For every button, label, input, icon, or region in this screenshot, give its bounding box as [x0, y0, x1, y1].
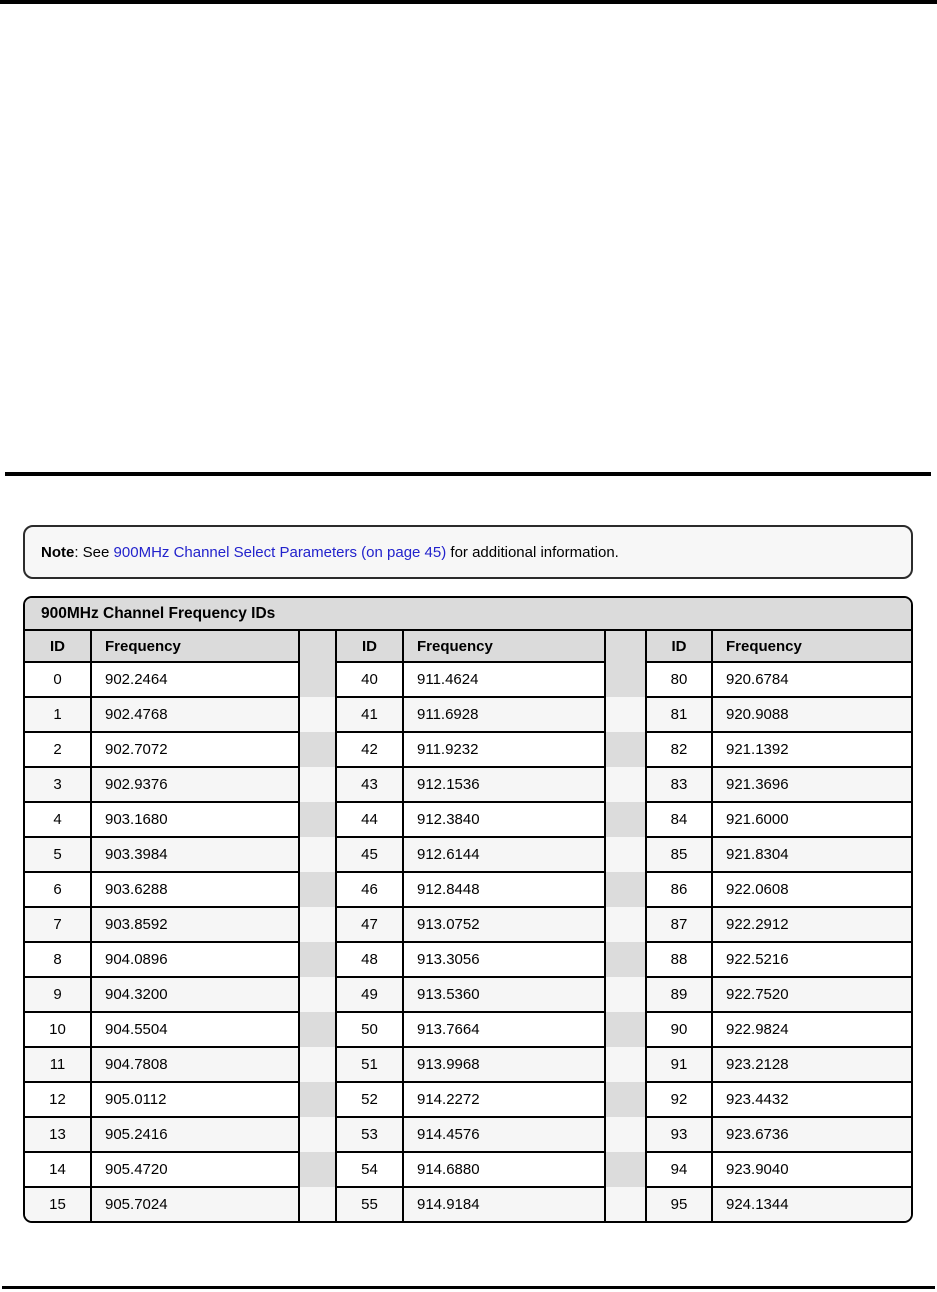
spacer-cell	[299, 767, 336, 802]
spacer-cell	[299, 1012, 336, 1047]
header-frequency-col2: Frequency	[403, 631, 605, 662]
id-cell: 4	[25, 802, 91, 837]
spacer-cell	[605, 767, 646, 802]
id-cell: 91	[646, 1047, 712, 1082]
id-cell: 46	[336, 872, 403, 907]
spacer-cell	[299, 942, 336, 977]
id-cell: 13	[25, 1117, 91, 1152]
spacer-cell	[605, 942, 646, 977]
frequency-cell: 922.2912	[712, 907, 913, 942]
id-cell: 12	[25, 1082, 91, 1117]
frequency-cell: 905.7024	[91, 1187, 299, 1221]
frequency-cell: 921.8304	[712, 837, 913, 872]
frequency-cell: 904.7808	[91, 1047, 299, 1082]
frequency-table	[23, 596, 913, 1223]
frequency-cell: 913.5360	[403, 977, 605, 1012]
spacer-cell	[299, 1047, 336, 1082]
table-row	[25, 767, 913, 802]
note-box	[23, 525, 913, 579]
table-row	[25, 1012, 913, 1047]
frequency-cell: 914.4576	[403, 1117, 605, 1152]
table-row	[25, 837, 913, 872]
note-text-before-link: : See	[74, 543, 114, 561]
frequency-cell: 921.3696	[712, 767, 913, 802]
frequency-cell: 922.9824	[712, 1012, 913, 1047]
spacer-cell	[605, 1152, 646, 1187]
table-row	[25, 1152, 913, 1187]
frequency-cell: 904.0896	[91, 942, 299, 977]
table-row	[25, 872, 913, 907]
frequency-cell: 923.2128	[712, 1047, 913, 1082]
table-row	[25, 1117, 913, 1152]
spacer-cell	[299, 1082, 336, 1117]
spacer-cell	[299, 732, 336, 767]
frequency-cell: 913.9968	[403, 1047, 605, 1082]
page-bottom-edge	[2, 1286, 935, 1289]
spacer-cell	[605, 662, 646, 697]
spacer-cell	[299, 662, 336, 697]
spacer-cell	[299, 697, 336, 732]
id-cell: 49	[336, 977, 403, 1012]
frequency-cell: 914.9184	[403, 1187, 605, 1221]
frequency-cell: 903.8592	[91, 907, 299, 942]
spacer-cell	[605, 1187, 646, 1221]
id-cell: 42	[336, 732, 403, 767]
spacer-header-1	[299, 631, 336, 662]
frequency-cell: 902.7072	[91, 732, 299, 767]
id-cell: 80	[646, 662, 712, 697]
id-cell: 50	[336, 1012, 403, 1047]
id-cell: 54	[336, 1152, 403, 1187]
spacer-cell	[299, 802, 336, 837]
id-cell: 86	[646, 872, 712, 907]
frequency-cell: 905.4720	[91, 1152, 299, 1187]
id-cell: 10	[25, 1012, 91, 1047]
frequency-cell: 905.2416	[91, 1117, 299, 1152]
spacer-cell	[605, 732, 646, 767]
frequency-cell: 914.6880	[403, 1152, 605, 1187]
section-divider-rule	[5, 472, 931, 476]
spacer-cell	[299, 837, 336, 872]
id-cell: 87	[646, 907, 712, 942]
header-id-col1: ID	[25, 631, 91, 662]
frequency-cell: 911.6928	[403, 697, 605, 732]
id-cell: 95	[646, 1187, 712, 1221]
table-row	[25, 802, 913, 837]
frequency-cell: 902.9376	[91, 767, 299, 802]
id-cell: 1	[25, 697, 91, 732]
id-cell: 9	[25, 977, 91, 1012]
frequency-cell: 920.9088	[712, 697, 913, 732]
frequency-cell: 923.4432	[712, 1082, 913, 1117]
frequency-cell: 913.7664	[403, 1012, 605, 1047]
id-cell: 8	[25, 942, 91, 977]
frequency-cell: 912.6144	[403, 837, 605, 872]
id-cell: 3	[25, 767, 91, 802]
table-row	[25, 662, 913, 697]
spacer-cell	[299, 1152, 336, 1187]
spacer-cell	[299, 872, 336, 907]
table-row	[25, 732, 913, 767]
id-cell: 2	[25, 732, 91, 767]
table-row	[25, 1047, 913, 1082]
id-cell: 11	[25, 1047, 91, 1082]
id-cell: 7	[25, 907, 91, 942]
frequency-cell: 903.3984	[91, 837, 299, 872]
page-top-edge	[0, 0, 937, 4]
spacer-cell	[605, 1082, 646, 1117]
header-frequency-col1: Frequency	[91, 631, 299, 662]
id-cell: 43	[336, 767, 403, 802]
id-cell: 94	[646, 1152, 712, 1187]
note-label: Note	[41, 543, 75, 561]
spacer-cell	[605, 837, 646, 872]
id-cell: 45	[336, 837, 403, 872]
id-cell: 15	[25, 1187, 91, 1221]
id-cell: 89	[646, 977, 712, 1012]
frequency-cell: 922.5216	[712, 942, 913, 977]
table-row	[25, 697, 913, 732]
frequency-cell: 923.6736	[712, 1117, 913, 1152]
table-title: 900MHz Channel Frequency IDs	[25, 598, 911, 631]
id-cell: 81	[646, 697, 712, 732]
frequency-cell: 924.1344	[712, 1187, 913, 1221]
frequency-cell: 904.5504	[91, 1012, 299, 1047]
table-row	[25, 1082, 913, 1117]
id-cell: 40	[336, 662, 403, 697]
frequency-cell: 902.2464	[91, 662, 299, 697]
frequency-cell: 905.0112	[91, 1082, 299, 1117]
id-cell: 53	[336, 1117, 403, 1152]
id-cell: 41	[336, 697, 403, 732]
frequency-cell: 912.1536	[403, 767, 605, 802]
frequency-cell: 913.3056	[403, 942, 605, 977]
spacer-cell	[299, 977, 336, 1012]
spacer-cell	[299, 907, 336, 942]
id-cell: 92	[646, 1082, 712, 1117]
spacer-cell	[299, 1187, 336, 1221]
spacer-cell	[299, 1117, 336, 1152]
frequency-cell: 921.1392	[712, 732, 913, 767]
header-id-col3: ID	[646, 631, 712, 662]
frequency-cell: 911.9232	[403, 732, 605, 767]
frequency-cell: 920.6784	[712, 662, 913, 697]
id-cell: 82	[646, 732, 712, 767]
frequency-table-grid	[25, 631, 913, 1221]
id-cell: 48	[336, 942, 403, 977]
frequency-cell: 904.3200	[91, 977, 299, 1012]
frequency-cell: 911.4624	[403, 662, 605, 697]
id-cell: 0	[25, 662, 91, 697]
spacer-cell	[605, 872, 646, 907]
frequency-cell: 921.6000	[712, 802, 913, 837]
frequency-cell: 912.3840	[403, 802, 605, 837]
id-cell: 83	[646, 767, 712, 802]
id-cell: 55	[336, 1187, 403, 1221]
spacer-cell	[605, 977, 646, 1012]
table-row	[25, 1187, 913, 1221]
frequency-cell: 903.1680	[91, 802, 299, 837]
table-row	[25, 977, 913, 1012]
frequency-cell: 922.7520	[712, 977, 913, 1012]
frequency-cell: 923.9040	[712, 1152, 913, 1187]
header-frequency-col3: Frequency	[712, 631, 913, 662]
id-cell: 90	[646, 1012, 712, 1047]
spacer-cell	[605, 1012, 646, 1047]
header-id-col2: ID	[336, 631, 403, 662]
id-cell: 51	[336, 1047, 403, 1082]
frequency-cell: 902.4768	[91, 697, 299, 732]
frequency-cell: 922.0608	[712, 872, 913, 907]
id-cell: 93	[646, 1117, 712, 1152]
id-cell: 5	[25, 837, 91, 872]
spacer-cell	[605, 1047, 646, 1082]
frequency-cell: 903.6288	[91, 872, 299, 907]
spacer-cell	[605, 697, 646, 732]
spacer-cell	[605, 1117, 646, 1152]
id-cell: 88	[646, 942, 712, 977]
frequency-cell: 912.8448	[403, 872, 605, 907]
table-row	[25, 942, 913, 977]
frequency-cell: 913.0752	[403, 907, 605, 942]
spacer-cell	[605, 802, 646, 837]
spacer-header-2	[605, 631, 646, 662]
table-row	[25, 907, 913, 942]
id-cell: 52	[336, 1082, 403, 1117]
table-header-row	[25, 631, 913, 662]
id-cell: 14	[25, 1152, 91, 1187]
id-cell: 44	[336, 802, 403, 837]
id-cell: 84	[646, 802, 712, 837]
note-text-after-link: for additional information.	[446, 543, 619, 561]
id-cell: 85	[646, 837, 712, 872]
id-cell: 47	[336, 907, 403, 942]
id-cell: 6	[25, 872, 91, 907]
frequency-cell: 914.2272	[403, 1082, 605, 1117]
note-link[interactable]: 900MHz Channel Select Parameters (on page 45)	[113, 543, 447, 561]
spacer-cell	[605, 907, 646, 942]
